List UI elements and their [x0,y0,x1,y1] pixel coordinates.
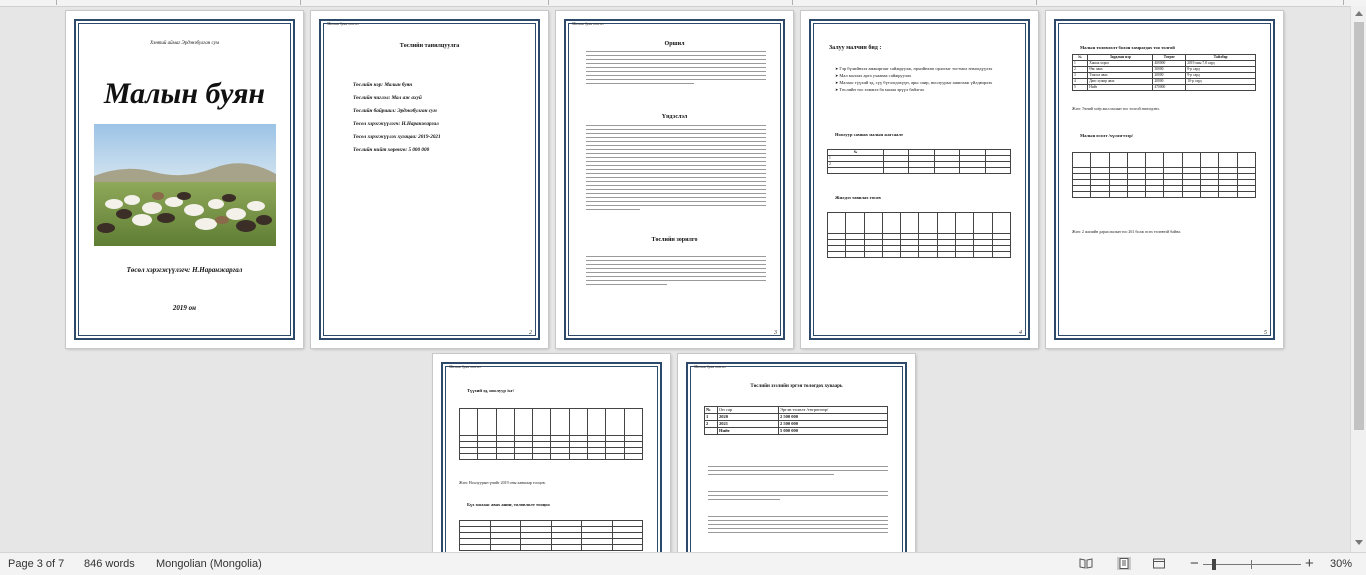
print-layout-icon[interactable] [1117,557,1131,570]
page-4[interactable] [801,11,1038,348]
page-5[interactable] [1046,11,1283,348]
subsection-heading: Малын өсөлт /хүснэгтээр/ [1080,133,1133,138]
table-cell: 20000 [1153,73,1186,79]
paragraph-block [586,125,766,213]
zoom-slider[interactable] [1203,564,1301,565]
read-mode-icon[interactable] [1079,557,1093,570]
scrollbar-thumb[interactable] [1354,22,1364,430]
page-number: 5 [1264,330,1267,336]
status-bar [0,552,1366,575]
budget-table [827,212,1011,258]
paragraph-block [708,516,888,536]
page-header-text: Малын буян төсөл [694,364,726,369]
table-cell: 10-р сард [1186,79,1256,85]
page-indicator[interactable]: Page 3 of 7 [8,558,65,570]
table-header-cell: Тайлбар [1186,55,1256,61]
table-cell: 2021 [718,421,779,428]
table-cell: 8-р сард [1186,67,1256,73]
table-header-cell: Он сар [718,407,779,414]
subsection-heading: Малын төлөвлөлт болон хамрагдах тоо толгой [1080,45,1175,50]
web-layout-icon[interactable] [1152,557,1166,570]
table-header-cell: Эргэн төлөлт /төгрөгөөр/ [779,407,888,414]
table-cell: Нийт [1088,85,1153,91]
paragraph-block [708,491,888,503]
growth-table [1072,152,1256,198]
table-cell: Тэжээл авах [1088,73,1153,79]
table-cell: 30000 [1153,67,1186,73]
note-text: Жич: Ноолуурын үнийг 2019 оны ханшаар тооцов. [459,480,546,485]
project-summary-list [353,79,441,157]
summary-line: Төслийн чиглэл: Мал аж ахуй [353,95,422,101]
summary-line: Төслийн нийт хөрөнгө: 5 000 000 [353,147,430,153]
table-header-cell: Зардлын нэр [1088,55,1153,61]
livestock-table: № 1 2 [827,149,1011,174]
table-cell: 470000 [1153,85,1186,91]
paragraph-block [586,256,766,288]
table-cell: 2020 [718,414,779,421]
expense-table: № Зардлын нэр Төгрөг Тайлбар 1 Хашаа хороо 400000 2019 оны 7,8 сард 2 Өвс авах 30000 8-р сард 3 Тэжээл авах 20000 9-р сард 4 Давс хужир авах 20000 10-р сард 5 Нийт 470000 [1072,54,1256,91]
page-2[interactable] [311,11,548,348]
raw-material-table [459,408,643,460]
zoom-slider-center-tick [1251,560,1252,569]
table-cell: Хашаа хороо [1088,61,1153,67]
table-header-cell: Төгрөг [1153,55,1186,61]
paragraph-block [708,466,888,478]
word-count[interactable]: 846 words [84,558,135,570]
document-canvas[interactable] [0,6,1350,552]
section-heading: Төслийн зорилго [651,237,698,243]
page-header-text: Хэнтий аймаг Эрдэнэбулган сум [150,41,219,46]
table-cell: 2 500 000 [779,414,888,421]
page-header-text: Малын буян төсөл [327,21,359,26]
profit-table [459,520,643,551]
subsection-heading: Жилдээ тавилах төсөв [835,195,881,200]
vertical-scrollbar[interactable] [1350,6,1366,552]
table-cell: Давс хужир авах [1088,79,1153,85]
scroll-up-arrow[interactable] [1355,11,1363,16]
zoom-slider-thumb[interactable] [1212,559,1216,570]
page-number: 2 [529,330,532,336]
note-text: Жич: Эхний хоёр жил малын тоо толгой нэмэгдэнэ. [1072,106,1160,111]
section-heading: Үндэслэл [661,114,688,120]
bullet-item: ➤ Малаас түүхий эд, сүү бүтээгдэхүүн, арьс шир, ноолуурыг ашиглаж үйлдвэрлэх [835,79,1015,86]
bullet-item: ➤ Мал маллах арга ухаанаа сайжруулах [835,72,1015,79]
table-cell: Өвс авах [1088,67,1153,73]
section-heading: Залуу малчин бид : [829,45,882,51]
goats-photo [94,124,276,246]
language-indicator[interactable]: Mongolian (Mongolia) [156,558,262,570]
table-cell: 2 [705,421,718,428]
page-border [319,19,540,340]
goal-bullet-list [835,65,1015,93]
page-7[interactable] [678,354,915,552]
subsection-heading: Түүхий эд, ноолуур /кг/ [467,388,515,393]
note-text: Жич: 2 жилийн дараа малын тоо 261 болж өсөх төлөвтэй байна. [1072,229,1181,234]
page-header-text: Малын буян төсөл [449,364,481,369]
subsection-heading: Бүх малаас авах ашиг, төлөвлөлт тооцоо [467,502,550,507]
zoom-out-button[interactable]: − [1190,555,1199,572]
summary-line: Төслийн байршил: Эрдэнэбулган сум [353,108,437,114]
paragraph-block [586,51,766,87]
scroll-down-arrow[interactable] [1355,540,1363,545]
table-cell: 2 500 000 [779,421,888,428]
table-cell [1186,85,1256,91]
summary-line: Төслийн нэр: Малын буян [353,82,413,88]
section-heading: Оршил [664,41,685,47]
subsection-heading: Ноолуур самнах малын жагсаалт [835,132,904,137]
page-1[interactable] [66,11,303,348]
page-6[interactable] [433,354,670,552]
bullet-item: ➤ Төслийн тоо хэмжээ ба малаа эрүүл байлгах [835,86,1015,93]
summary-line: Төсөл хэрэгжүүлэх хугацаа: 2019-2021 [353,134,441,140]
zoom-in-button[interactable]: + [1305,555,1314,572]
table-cell: Нийт [718,428,779,435]
zoom-level[interactable]: 30% [1330,558,1353,570]
author-line: Төсөл хэрэгжүүлэгч: Н.Наранжаргал [126,266,243,274]
table-cell: 20000 [1153,79,1186,85]
table-cell: 2019 оны 7,8 сард [1186,61,1256,67]
page-number: 4 [1019,330,1022,336]
section-heading: Төслийн зээлийн эргэн төлөгдөх хуваарь [750,384,843,389]
bullet-item: ➤ Гэр бүлийнхээ амжиргааг сайжруулж, өрхийнхөө орлогыг тогтмол нэмэгдүүлэх [835,65,1015,72]
section-heading: Төслийн танилцуулга [399,43,460,49]
page-3[interactable] [556,11,793,348]
table-cell: 9-р сард [1186,73,1256,79]
page-header-text: Малын буян төсөл [572,21,604,26]
table-header-cell: № [705,407,718,414]
page-number: 3 [774,330,777,336]
summary-line: Төсөл хэрэгжүүлэгч: Н.Наранжаргал [353,121,439,127]
table-cell: 1 [705,414,718,421]
table-cell: 400000 [1153,61,1186,67]
table-cell [705,428,718,435]
table-cell: 5 000 000 [779,428,888,435]
repayment-table [704,406,888,435]
year-line: 2019 он [172,304,197,312]
document-title: Малын буян [103,77,266,110]
